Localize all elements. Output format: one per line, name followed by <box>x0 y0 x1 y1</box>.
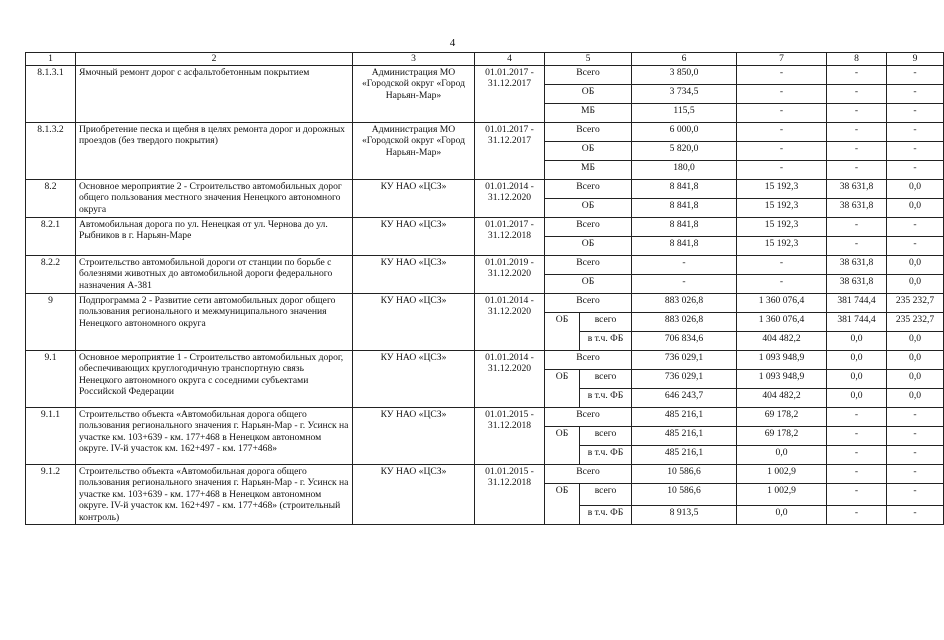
table-row <box>26 350 944 369</box>
item-executor: КУ НАО «ЦСЗ» <box>353 464 475 525</box>
value-cell-col7: - <box>737 122 827 141</box>
col-header: 3 <box>353 53 475 66</box>
funding-subsource: в т.ч. ФБ <box>580 445 632 464</box>
value-cell-col7: 1 093 948,9 <box>737 350 827 369</box>
funding-source: ОБ <box>545 198 632 217</box>
value-cell-col7: 1 093 948,9 <box>737 369 827 388</box>
table-row <box>26 217 944 236</box>
funding-subsource: в т.ч. ФБ <box>580 331 632 350</box>
value-cell-col9: - <box>887 483 944 506</box>
value-cell-col8: - <box>827 141 887 160</box>
item-number: 9.1 <box>26 350 76 407</box>
item-number: 8.1.3.1 <box>26 65 76 122</box>
value-cell-col6: - <box>632 274 737 293</box>
item-period: 01.01.2017 - 31.12.2018 <box>475 217 545 255</box>
value-cell-col6: 3 734,5 <box>632 84 737 103</box>
value-cell-col9: 0,0 <box>887 331 944 350</box>
value-cell-col8: 38 631,8 <box>827 274 887 293</box>
item-number: 9.1.1 <box>26 407 76 464</box>
item-number: 8.2 <box>26 179 76 217</box>
item-period: 01.01.2017 - 31.12.2017 <box>475 65 545 122</box>
item-period: 01.01.2015 - 31.12.2018 <box>475 407 545 464</box>
value-cell-col8: - <box>827 84 887 103</box>
value-cell-col8: 0,0 <box>827 350 887 369</box>
value-cell-col6: 5 820,0 <box>632 141 737 160</box>
item-executor: Администрация МО «Городской округ «Город Нарьян-Мар» <box>353 122 475 179</box>
value-cell-col6: 8 841,8 <box>632 179 737 198</box>
item-executor: КУ НАО «ЦСЗ» <box>353 217 475 255</box>
value-cell-col8: - <box>827 445 887 464</box>
program-table <box>25 52 944 525</box>
funding-source-ob: ОБ <box>545 483 580 525</box>
value-cell-col8: - <box>827 506 887 525</box>
value-cell-col6: 736 029,1 <box>632 350 737 369</box>
value-cell-col9: - <box>887 445 944 464</box>
item-name: Ямочный ремонт дорог с асфальтобетонным покрытием <box>76 65 353 122</box>
funding-source-ob: ОБ <box>545 426 580 464</box>
value-cell-col6: 8 913,5 <box>632 506 737 525</box>
header-row <box>26 53 944 66</box>
item-name: Автомобильная дорога по ул. Ненецкая от ул. Чернова до ул. Рыбников в г. Нарьян-Маре <box>76 217 353 255</box>
value-cell-col7: 15 192,3 <box>737 236 827 255</box>
page-number: 4 <box>449 37 456 49</box>
funding-source: Всего <box>545 122 632 141</box>
table-row <box>26 407 944 426</box>
funding-source: ОБ <box>545 274 632 293</box>
value-cell-col9: - <box>887 103 944 122</box>
item-executor: КУ НАО «ЦСЗ» <box>353 407 475 464</box>
value-cell-col9: - <box>887 84 944 103</box>
value-cell-col9: 235 232,7 <box>887 293 944 312</box>
value-cell-col8: - <box>827 464 887 483</box>
funding-source: Всего <box>545 464 632 483</box>
value-cell-col6: - <box>632 255 737 274</box>
value-cell-col6: 883 026,8 <box>632 293 737 312</box>
item-number: 9 <box>26 293 76 350</box>
value-cell-col7: - <box>737 160 827 179</box>
table-row <box>26 293 944 312</box>
value-cell-col6: 10 586,6 <box>632 464 737 483</box>
value-cell-col7: - <box>737 103 827 122</box>
value-cell-col9: 0,0 <box>887 388 944 407</box>
item-period: 01.01.2015 - 31.12.2018 <box>475 464 545 525</box>
table-row <box>26 464 944 483</box>
col-header: 7 <box>737 53 827 66</box>
item-executor: Администрация МО «Городской округ «Город Нарьян-Мар» <box>353 65 475 122</box>
table-row <box>26 122 944 141</box>
value-cell-col8: - <box>827 236 887 255</box>
value-cell-col9: - <box>887 426 944 445</box>
table-row <box>26 179 944 198</box>
value-cell-col6: 3 850,0 <box>632 65 737 84</box>
value-cell-col8: - <box>827 217 887 236</box>
value-cell-col6: 8 841,8 <box>632 236 737 255</box>
value-cell-col6: 736 029,1 <box>632 369 737 388</box>
value-cell-col7: 1 360 076,4 <box>737 312 827 331</box>
funding-source: Всего <box>545 65 632 84</box>
table-body <box>26 65 944 525</box>
item-name: Строительство автомобильной дороги от станции по борьбе с болезнями животных до автомобильной дороги федерального назначения А-381 <box>76 255 353 293</box>
item-period: 01.01.2014 - 31.12.2020 <box>475 179 545 217</box>
value-cell-col9: - <box>887 407 944 426</box>
value-cell-col9: 0,0 <box>887 274 944 293</box>
value-cell-col9: 235 232,7 <box>887 312 944 331</box>
funding-source: Всего <box>545 255 632 274</box>
funding-source: Всего <box>545 350 632 369</box>
item-period: 01.01.2019 - 31.12.2020 <box>475 255 545 293</box>
value-cell-col7: - <box>737 255 827 274</box>
funding-subsource: в т.ч. ФБ <box>580 388 632 407</box>
col-header: 8 <box>827 53 887 66</box>
value-cell-col9: 0,0 <box>887 350 944 369</box>
value-cell-col9: 0,0 <box>887 369 944 388</box>
funding-source-ob: ОБ <box>545 369 580 407</box>
value-cell-col7: - <box>737 65 827 84</box>
value-cell-col6: 180,0 <box>632 160 737 179</box>
funding-subsource: всего <box>580 369 632 388</box>
value-cell-col8: 381 744,4 <box>827 293 887 312</box>
item-executor: КУ НАО «ЦСЗ» <box>353 255 475 293</box>
value-cell-col9: - <box>887 464 944 483</box>
value-cell-col7: - <box>737 274 827 293</box>
item-number: 8.2.2 <box>26 255 76 293</box>
value-cell-col8: - <box>827 483 887 506</box>
value-cell-col8: - <box>827 426 887 445</box>
funding-source: Всего <box>545 179 632 198</box>
value-cell-col7: 15 192,3 <box>737 217 827 236</box>
value-cell-col7: - <box>737 84 827 103</box>
item-period: 01.01.2017 - 31.12.2017 <box>475 122 545 179</box>
col-header: 2 <box>76 53 353 66</box>
item-name: Основное мероприятие 1 - Строительство автомобильных дорог, обеспечивающих круглогодичную транспортную связь Ненецкого автономного округа с соседними субъектами Российской Федерации <box>76 350 353 407</box>
value-cell-col6: 8 841,8 <box>632 198 737 217</box>
value-cell-col8: 0,0 <box>827 388 887 407</box>
value-cell-col7: 1 002,9 <box>737 483 827 506</box>
funding-subsource: всего <box>580 483 632 506</box>
funding-subsource: всего <box>580 312 632 331</box>
value-cell-col8: - <box>827 103 887 122</box>
table-row <box>26 65 944 84</box>
value-cell-col7: 404 482,2 <box>737 388 827 407</box>
item-name: Строительство объекта «Автомобильная дорога общего пользования регионального значения г. Нарьян-Мар - г. Усинск на участке км. 103+639 - км. 177+468 в Ненецком автономном округе. IV-й участок км. 162+497 - км. 177+468» (строительный контроль) <box>76 464 353 525</box>
value-cell-col8: 0,0 <box>827 369 887 388</box>
table-row <box>26 255 944 274</box>
value-cell-col8: 38 631,8 <box>827 255 887 274</box>
value-cell-col6: 485 216,1 <box>632 445 737 464</box>
value-cell-col9: - <box>887 506 944 525</box>
funding-source: МБ <box>545 103 632 122</box>
value-cell-col6: 706 834,6 <box>632 331 737 350</box>
value-cell-col9: - <box>887 141 944 160</box>
value-cell-col8: 38 631,8 <box>827 198 887 217</box>
value-cell-col9: - <box>887 160 944 179</box>
funding-source: Всего <box>545 217 632 236</box>
funding-source-ob: ОБ <box>545 312 580 350</box>
funding-source: ОБ <box>545 84 632 103</box>
value-cell-col6: 8 841,8 <box>632 217 737 236</box>
value-cell-col7: 69 178,2 <box>737 407 827 426</box>
item-name: Приобретение песка и щебня в целях ремонта дорог и дорожных проездов (без твердого покрытия) <box>76 122 353 179</box>
value-cell-col8: 381 744,4 <box>827 312 887 331</box>
funding-source: ОБ <box>545 141 632 160</box>
col-header: 5 <box>545 53 632 66</box>
value-cell-col7: 0,0 <box>737 506 827 525</box>
value-cell-col7: 1 002,9 <box>737 464 827 483</box>
funding-subsource: в т.ч. ФБ <box>580 506 632 525</box>
item-executor: КУ НАО «ЦСЗ» <box>353 179 475 217</box>
item-period: 01.01.2014 - 31.12.2020 <box>475 293 545 350</box>
col-header: 1 <box>26 53 76 66</box>
item-executor: КУ НАО «ЦСЗ» <box>353 350 475 407</box>
funding-source: Всего <box>545 407 632 426</box>
value-cell-col8: 38 631,8 <box>827 179 887 198</box>
col-header: 4 <box>475 53 545 66</box>
value-cell-col8: 0,0 <box>827 331 887 350</box>
funding-source: Всего <box>545 293 632 312</box>
item-name: Основное мероприятие 2 - Строительство автомобильных дорог общего пользования местного значения Ненецкого автономного округа <box>76 179 353 217</box>
value-cell-col9: - <box>887 236 944 255</box>
value-cell-col7: 15 192,3 <box>737 198 827 217</box>
col-header: 6 <box>632 53 737 66</box>
value-cell-col7: 1 360 076,4 <box>737 293 827 312</box>
value-cell-col7: 0,0 <box>737 445 827 464</box>
funding-source: МБ <box>545 160 632 179</box>
value-cell-col6: 115,5 <box>632 103 737 122</box>
value-cell-col6: 883 026,8 <box>632 312 737 331</box>
item-name: Подпрограмма 2 - Развитие сети автомобильных дорог общего пользования регионального и межмуниципального значения Ненецкого автономного округа <box>76 293 353 350</box>
value-cell-col6: 485 216,1 <box>632 407 737 426</box>
value-cell-col6: 6 000,0 <box>632 122 737 141</box>
value-cell-col9: - <box>887 122 944 141</box>
value-cell-col8: - <box>827 160 887 179</box>
item-number: 9.1.2 <box>26 464 76 525</box>
value-cell-col9: 0,0 <box>887 255 944 274</box>
col-header: 9 <box>887 53 944 66</box>
value-cell-col6: 646 243,7 <box>632 388 737 407</box>
funding-subsource: всего <box>580 426 632 445</box>
value-cell-col9: - <box>887 217 944 236</box>
value-cell-col9: 0,0 <box>887 179 944 198</box>
value-cell-col7: 69 178,2 <box>737 426 827 445</box>
item-number: 8.1.3.2 <box>26 122 76 179</box>
value-cell-col8: - <box>827 65 887 84</box>
value-cell-col8: - <box>827 407 887 426</box>
value-cell-col8: - <box>827 122 887 141</box>
value-cell-col7: 15 192,3 <box>737 179 827 198</box>
value-cell-col6: 485 216,1 <box>632 426 737 445</box>
item-number: 8.2.1 <box>26 217 76 255</box>
value-cell-col7: - <box>737 141 827 160</box>
value-cell-col6: 10 586,6 <box>632 483 737 506</box>
value-cell-col7: 404 482,2 <box>737 331 827 350</box>
item-name: Строительство объекта «Автомобильная дорога общего пользования регионального значения г. Нарьян-Мар - г. Усинск на участке км. 103+639 - км. 177+468 в Ненецком автономном округе. IV-й участок км. 162+497 - км. 177+468» <box>76 407 353 464</box>
funding-source: ОБ <box>545 236 632 255</box>
item-period: 01.01.2014 - 31.12.2020 <box>475 350 545 407</box>
value-cell-col9: - <box>887 65 944 84</box>
item-executor: КУ НАО «ЦСЗ» <box>353 293 475 350</box>
value-cell-col9: 0,0 <box>887 198 944 217</box>
